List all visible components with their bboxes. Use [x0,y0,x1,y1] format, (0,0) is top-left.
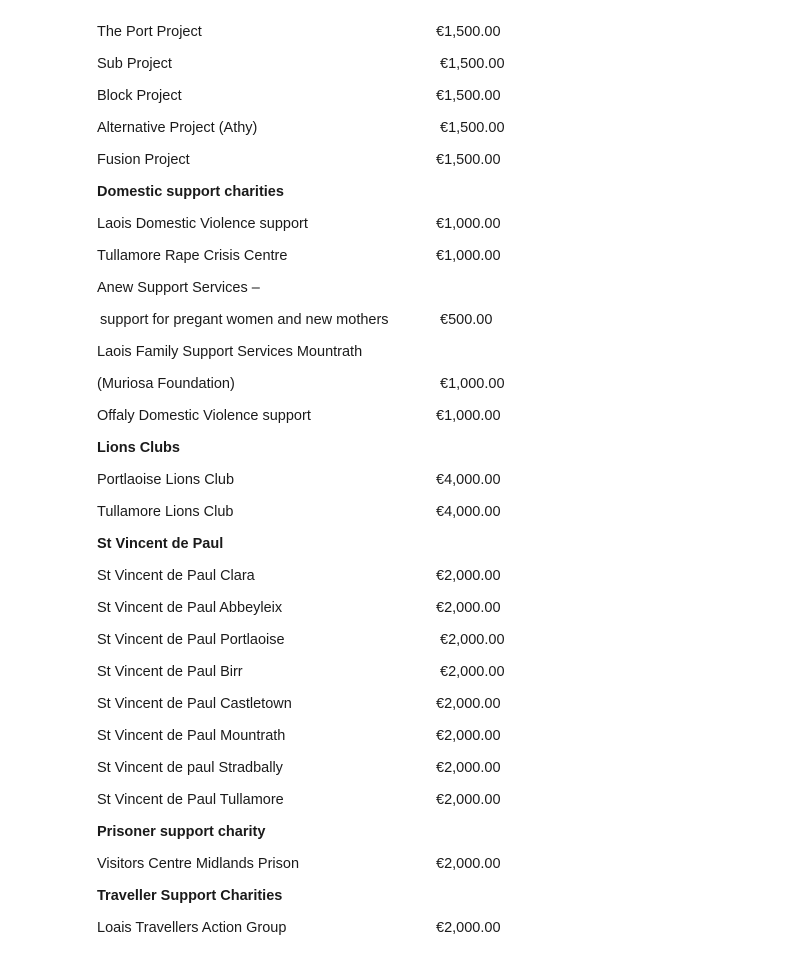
donation-row [97,22,517,42]
section-title: Lions Clubs [97,440,180,456]
charity-name: support for pregant women and new mothers [100,312,389,328]
donation-amount: €4,000.00 [436,504,501,520]
charity-name: St Vincent de paul Stradbally [97,760,283,776]
donation-amount: €1,500.00 [436,88,501,104]
donation-row [97,502,517,522]
donation-amount: €1,000.00 [440,376,505,392]
donation-amount: €2,000.00 [436,760,501,776]
section-title: Domestic support charities [97,184,284,200]
donation-amount: €2,000.00 [436,728,501,744]
donation-amount: €1,500.00 [440,56,505,72]
charity-name: Sub Project [97,56,172,72]
donation-row [97,630,517,650]
charity-name: The Port Project [97,24,202,40]
section-heading [97,182,517,202]
donation-row [97,726,517,746]
charity-name: Laois Family Support Services Mountrath [97,344,363,360]
charity-name: St Vincent de Paul Abbeyleix [97,600,283,616]
charity-name: (Muriosa Foundation) [97,376,235,392]
donation-amount: €1,500.00 [440,120,505,136]
section-title: Traveller Support Charities [97,888,283,904]
donation-row [97,790,517,810]
donation-amount: €2,000.00 [436,920,501,936]
donation-row [97,246,517,266]
charity-name: Alternative Project (Athy) [97,120,258,136]
charity-name: Offaly Domestic Violence support [97,408,311,424]
charity-name: Fusion Project [97,152,190,168]
donation-row [97,598,517,618]
donation-amount: €1,000.00 [436,216,501,232]
donation-row [97,662,517,682]
charity-name: Anew Support Services – [97,280,260,296]
donation-row [97,854,517,874]
donation-row [97,118,517,138]
donation-amount: €2,000.00 [440,632,505,648]
section-heading [97,886,517,906]
donation-row [97,374,517,394]
donation-row [97,86,517,106]
donation-row [97,214,517,234]
donation-amount: €2,000.00 [436,856,501,872]
donation-amount: €1,500.00 [436,24,501,40]
donation-amount: €2,000.00 [436,568,501,584]
donation-row [97,470,517,490]
section-heading [97,822,517,842]
donation-row [97,150,517,170]
charity-name: St Vincent de Paul Mountrath [97,728,286,744]
charity-name: St Vincent de Paul Clara [97,568,255,584]
charity-name: Block Project [97,88,182,104]
donation-row [97,758,517,778]
section-title: Prisoner support charity [97,824,266,840]
charity-name: Portlaoise Lions Club [97,472,235,488]
donation-amount: €4,000.00 [436,472,501,488]
section-title: St Vincent de Paul [97,536,224,552]
charity-name: St Vincent de Paul Birr [97,664,243,680]
donation-row [97,918,517,938]
donation-row [97,566,517,586]
donation-row [97,342,517,362]
donation-row [97,310,517,330]
donation-amount: €1,500.00 [436,152,501,168]
donation-amount: €1,000.00 [436,248,501,264]
charity-name: Laois Domestic Violence support [97,216,308,232]
donation-row [97,278,517,298]
charity-name: Tullamore Rape Crisis Centre [97,248,288,264]
donation-amount: €1,000.00 [436,408,501,424]
donation-amount: €2,000.00 [440,664,505,680]
donation-amount: €500.00 [440,312,493,328]
donation-row [97,694,517,714]
donation-row [97,54,517,74]
charity-name: St Vincent de Paul Castletown [97,696,292,712]
charity-name: Loais Travellers Action Group [97,920,287,936]
donation-amount: €2,000.00 [436,696,501,712]
charity-name: St Vincent de Paul Portlaoise [97,632,285,648]
charity-name: Visitors Centre Midlands Prison [97,856,300,872]
section-heading [97,438,517,458]
charity-name: Tullamore Lions Club [97,504,234,520]
section-heading [97,534,517,554]
donation-amount: €2,000.00 [436,792,501,808]
donation-amount: €2,000.00 [436,600,501,616]
donation-row [97,406,517,426]
charity-name: St Vincent de Paul Tullamore [97,792,284,808]
